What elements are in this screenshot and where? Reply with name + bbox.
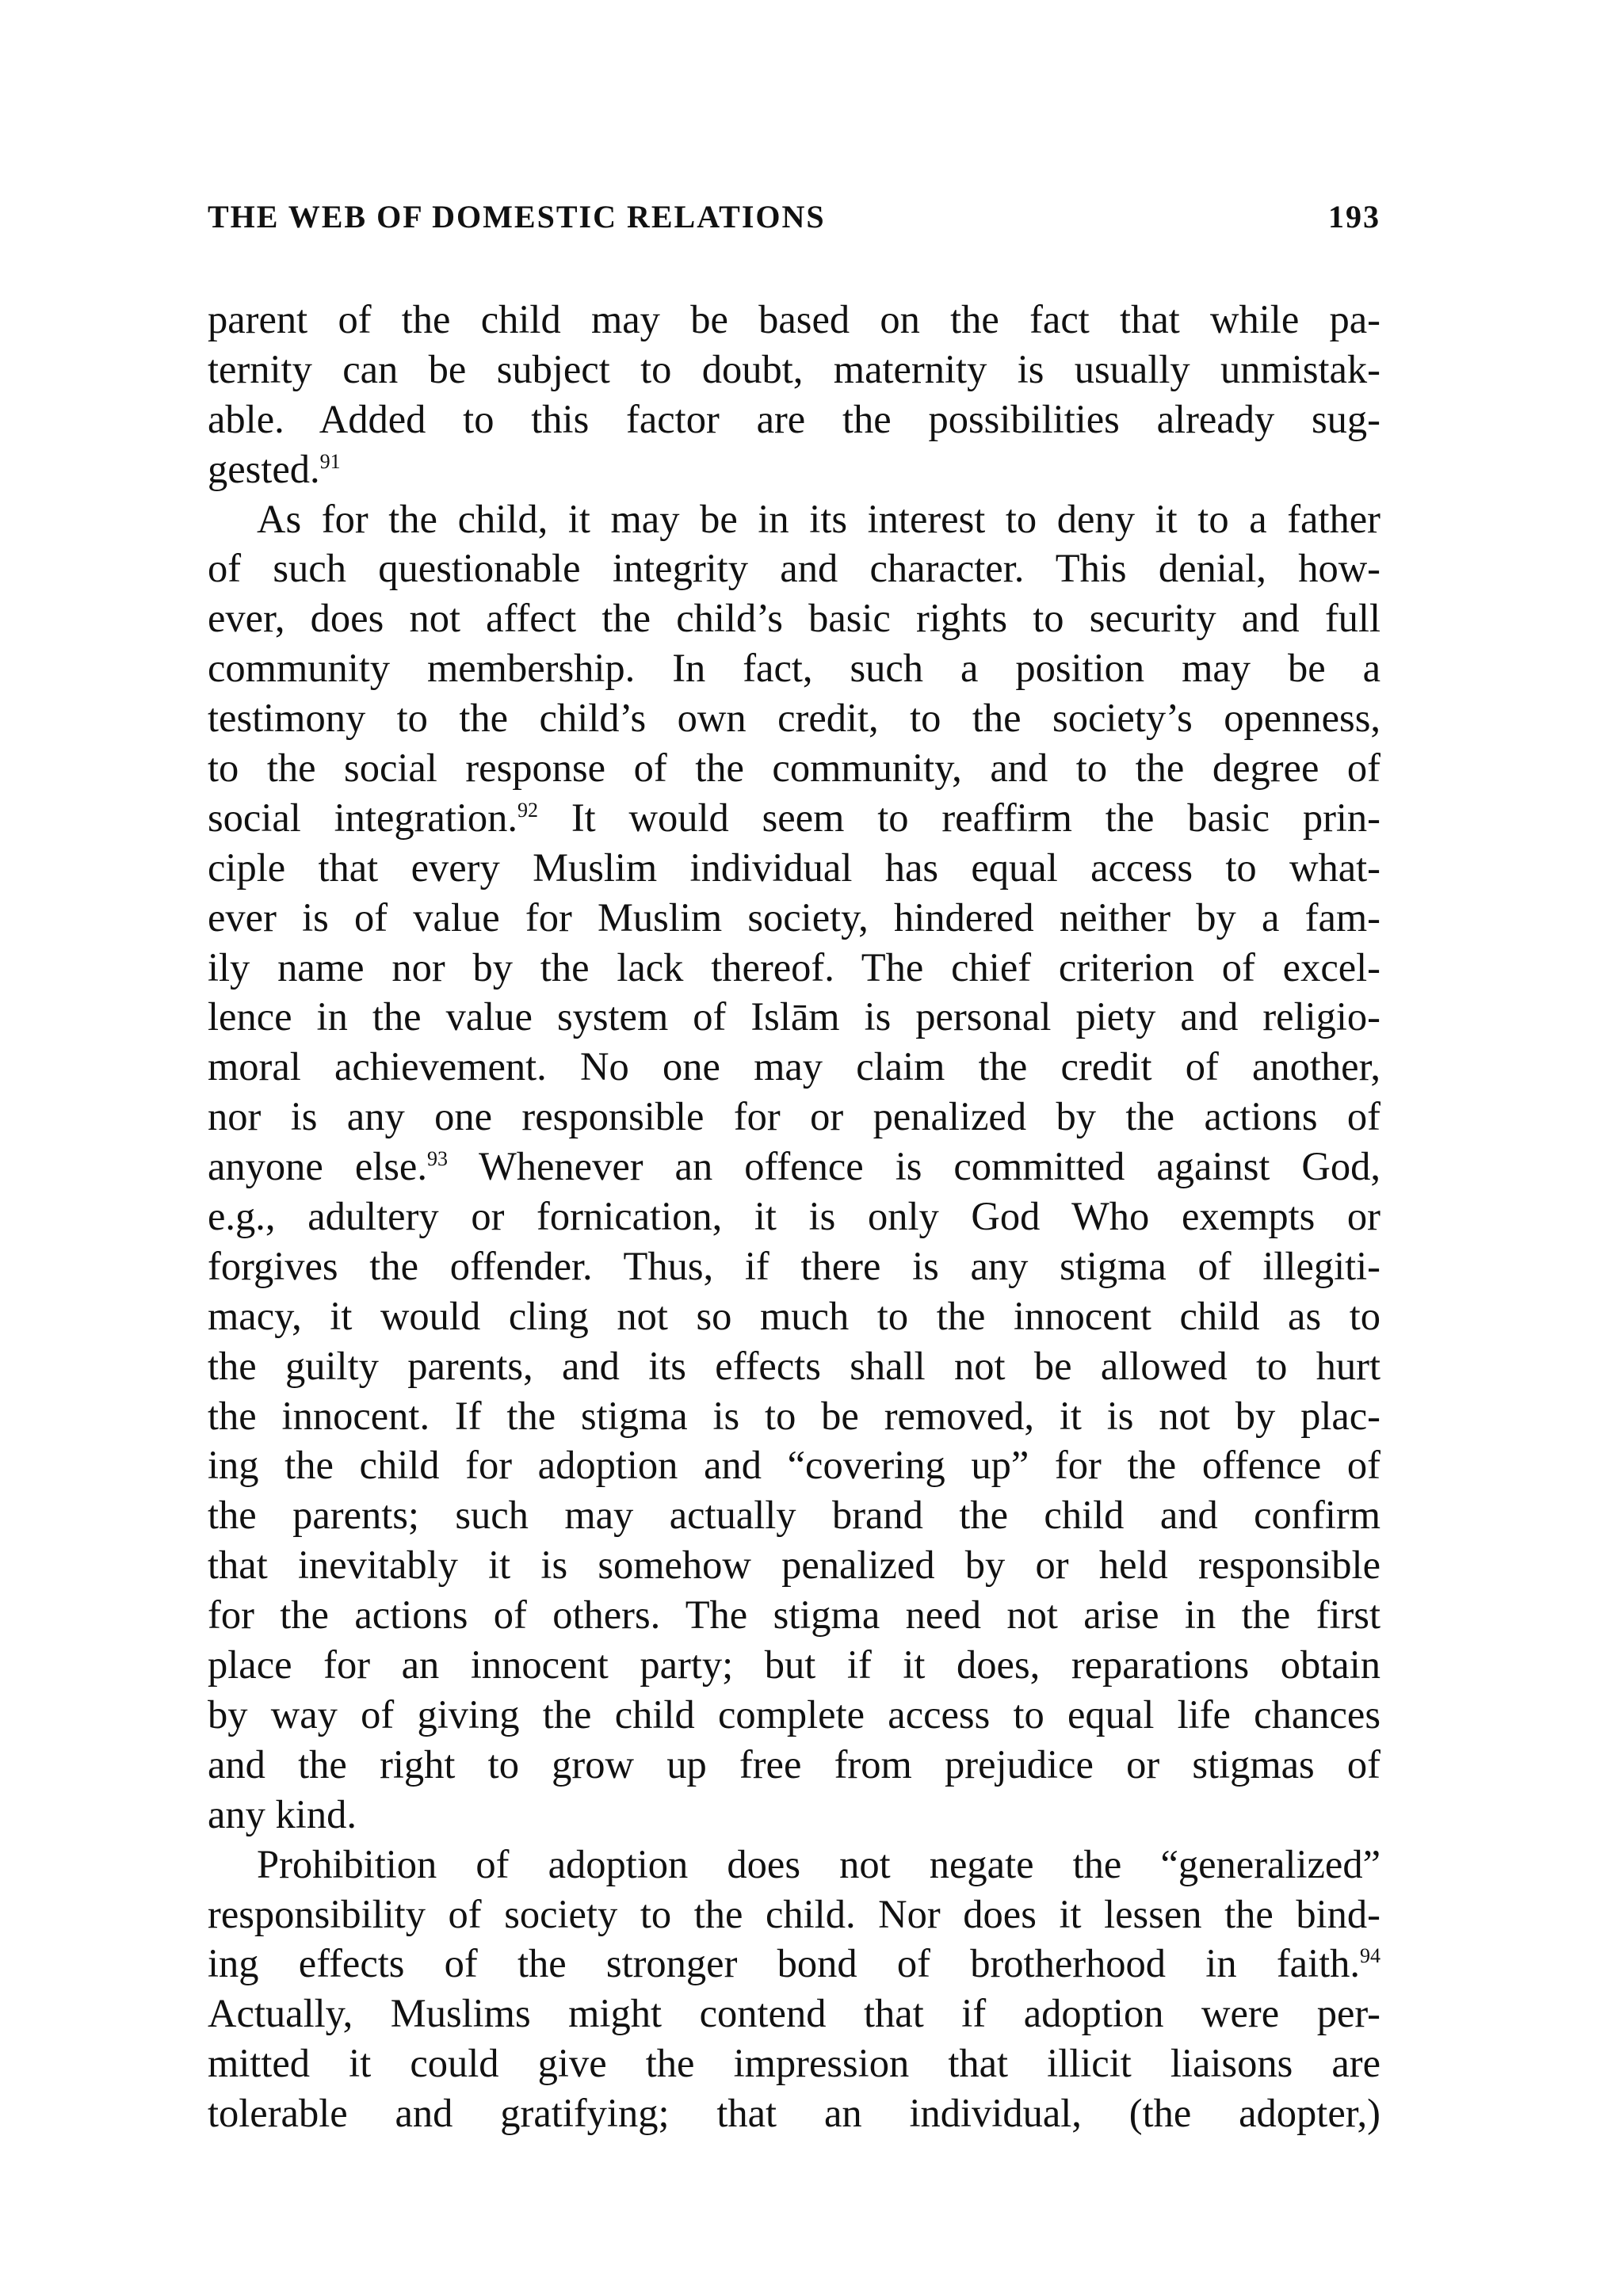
text-segment: mitted it could give the impression that illicit liaisons are bbox=[208, 2041, 1381, 2086]
text-line bbox=[208, 1640, 1381, 1690]
text-line bbox=[208, 494, 1381, 544]
text-line bbox=[208, 1490, 1381, 1540]
text-segment: Whenever an offence is committed against God, bbox=[447, 1144, 1381, 1189]
text-segment: any kind. bbox=[208, 1791, 357, 1836]
running-head bbox=[208, 198, 1381, 246]
text-segment: ing effects of the stronger bond of brotherhood in faith. bbox=[208, 1941, 1360, 1986]
text-line bbox=[208, 1740, 1381, 1790]
text-segment: nor is any one responsible for or penalized by the actions of bbox=[208, 1094, 1381, 1139]
footnote-marker: 94 bbox=[1360, 1944, 1381, 1968]
text-segment: ciple that every Muslim individual has equal access to what- bbox=[208, 845, 1381, 890]
text-line bbox=[208, 1241, 1381, 1291]
text-segment: gested. bbox=[208, 446, 320, 491]
text-line bbox=[208, 2039, 1381, 2088]
text-segment: tolerable and gratifying; that an individual, (the adopter,) bbox=[208, 2091, 1381, 2136]
text-segment: testimony to the child’s own credit, to the society’s openness, bbox=[208, 696, 1381, 741]
text-line bbox=[208, 1890, 1381, 1939]
text-line bbox=[208, 1790, 1381, 1840]
text-segment: ternity can be subject to doubt, maternity is usually unmistak- bbox=[208, 346, 1381, 391]
text-segment: community membership. In fact, such a position may be a bbox=[208, 646, 1381, 691]
text-segment: lence in the value system of Islām is personal piety and religio- bbox=[208, 994, 1381, 1039]
text-segment: to the social response of the community, and to the degree of bbox=[208, 746, 1381, 791]
text-segment: ing the child for adoption and “covering up” for the offence of bbox=[208, 1443, 1381, 1488]
text-line bbox=[208, 793, 1381, 843]
text-segment: ever is of value for Muslim society, hindered neither by a fam- bbox=[208, 894, 1381, 940]
text-line bbox=[208, 1690, 1381, 1740]
text-line bbox=[208, 444, 1381, 494]
body-text bbox=[208, 295, 1381, 2138]
text-line bbox=[208, 943, 1381, 993]
text-line bbox=[208, 1042, 1381, 1092]
text-segment: Actually, Muslims might contend that if adoption were per- bbox=[208, 1991, 1381, 2036]
text-segment: parent of the child may be based on the fact that while pa- bbox=[208, 297, 1381, 341]
text-segment: social integration. bbox=[208, 795, 518, 840]
text-line bbox=[208, 295, 1381, 345]
text-line bbox=[208, 1341, 1381, 1391]
text-line bbox=[208, 1291, 1381, 1341]
running-title: THE WEB OF DOMESTIC RELATIONS bbox=[208, 199, 826, 235]
text-segment: forgives the offender. Thus, if there is any stigma of illegiti- bbox=[208, 1243, 1381, 1288]
text-line bbox=[208, 743, 1381, 793]
footnote-marker: 91 bbox=[319, 449, 341, 473]
text-line bbox=[208, 893, 1381, 943]
text-line bbox=[208, 693, 1381, 743]
footnote-marker: 92 bbox=[517, 799, 539, 822]
text-segment: moral achievement. No one may claim the credit of another, bbox=[208, 1044, 1381, 1089]
text-segment: the guilty parents, and its effects shall not be allowed to hurt bbox=[208, 1343, 1381, 1388]
text-segment: responsibility of society to the child. Nor does it lessen the bind- bbox=[208, 1891, 1381, 1936]
text-segment: for the actions of others. The stigma need not arise in the first bbox=[208, 1592, 1381, 1638]
text-line bbox=[208, 1989, 1381, 2039]
footnote-marker: 93 bbox=[426, 1147, 448, 1171]
text-line bbox=[208, 1192, 1381, 1241]
text-segment: e.g., adultery or fornication, it is only God Who exempts or bbox=[208, 1194, 1381, 1239]
text-line bbox=[208, 1142, 1381, 1192]
text-segment: ever, does not affect the child’s basic rights to security and full bbox=[208, 596, 1381, 641]
text-segment: and the right to grow up free from prejudice or stigmas of bbox=[208, 1741, 1381, 1787]
text-line bbox=[208, 1840, 1381, 1890]
text-line bbox=[208, 643, 1381, 693]
page-number: 193 bbox=[1328, 199, 1381, 235]
text-line bbox=[208, 345, 1381, 395]
text-segment: able. Added to this factor are the possibilities already sug- bbox=[208, 396, 1381, 441]
text-line bbox=[208, 992, 1381, 1042]
text-segment: the innocent. If the stigma is to be removed, it is not by plac- bbox=[208, 1393, 1381, 1438]
text-segment: As for the child, it may be in its interest to deny it to a father bbox=[257, 496, 1381, 541]
text-line bbox=[208, 2088, 1381, 2138]
text-line bbox=[208, 593, 1381, 643]
text-line bbox=[208, 1540, 1381, 1590]
text-line bbox=[208, 1391, 1381, 1441]
text-segment: anyone else. bbox=[208, 1144, 427, 1189]
text-segment: that inevitably it is somehow penalized by or held responsible bbox=[208, 1543, 1381, 1588]
text-segment: It would seem to reaffirm the basic prin- bbox=[538, 795, 1381, 840]
text-segment: by way of giving the child complete access to equal life chances bbox=[208, 1691, 1381, 1737]
text-segment: the parents; such may actually brand the child and confirm bbox=[208, 1493, 1381, 1538]
text-segment: macy, it would cling not so much to the innocent child as to bbox=[208, 1293, 1381, 1338]
text-line bbox=[208, 843, 1381, 893]
text-line bbox=[208, 1939, 1381, 1989]
text-segment: ily name nor by the lack thereof. The chief criterion of excel- bbox=[208, 944, 1381, 990]
text-line bbox=[208, 1590, 1381, 1640]
text-line bbox=[208, 1440, 1381, 1490]
text-line bbox=[208, 1092, 1381, 1142]
text-line bbox=[208, 395, 1381, 444]
text-line bbox=[208, 543, 1381, 593]
text-segment: place for an innocent party; but if it does, reparations obtain bbox=[208, 1642, 1381, 1688]
text-segment: Prohibition of adoption does not negate the “generalized” bbox=[257, 1841, 1381, 1886]
text-segment: of such questionable integrity and character. This denial, how- bbox=[208, 546, 1381, 591]
